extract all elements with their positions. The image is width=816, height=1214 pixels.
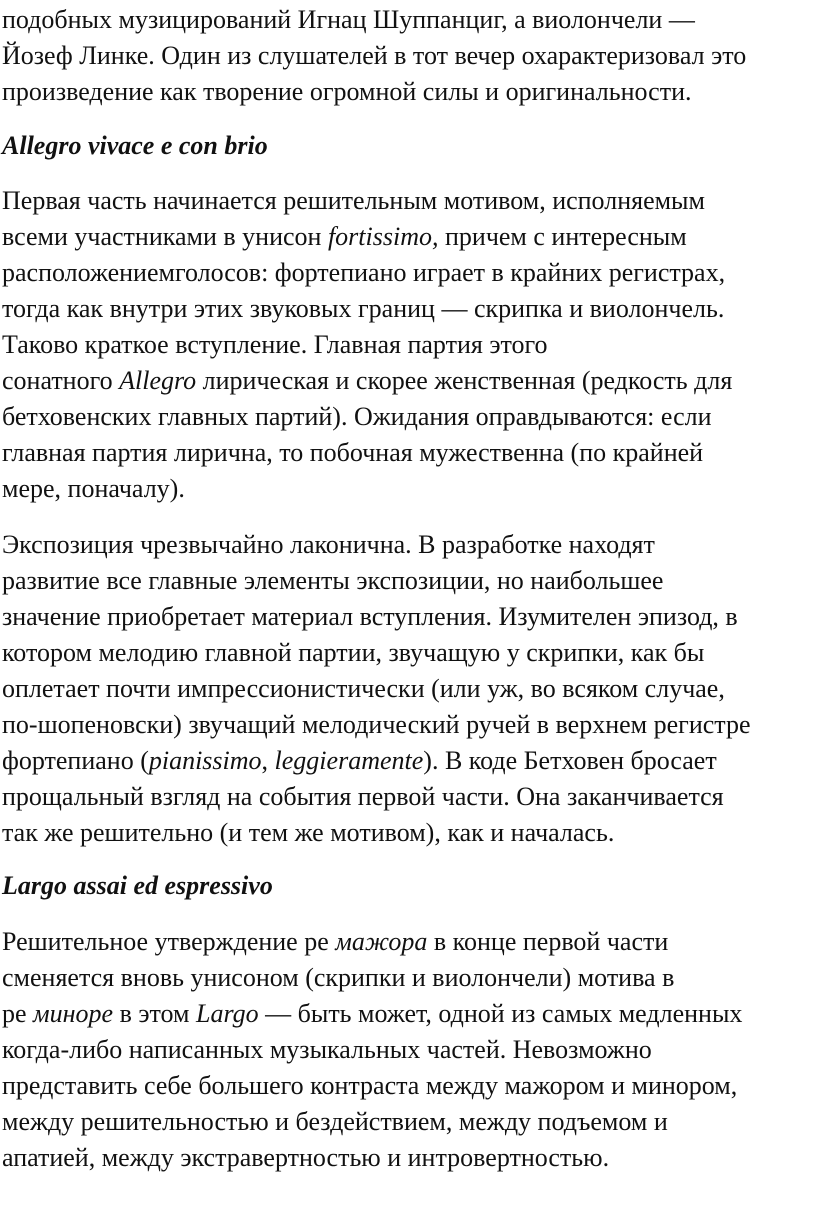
section-heading-allegro: Allegro vivace e con brio — [2, 131, 268, 160]
paragraph-4-line-4: когда-либо написанных музыкальных частей. Невозможно — [2, 1035, 652, 1064]
paragraph-3-line-2: развитие все главные элементы экспозиции, но наибольшее — [2, 566, 664, 595]
paragraph-2-line-1: Первая часть начинается решительным мотивом, исполняемым — [2, 186, 705, 215]
text-run: в конце первой части — [427, 927, 669, 956]
paragraph-2-line-8: главная партия лирична, то побочная мужественна (по крайней — [2, 438, 704, 467]
text-run: причем с интересным — [438, 222, 687, 251]
paragraph-1-line-3: произведение как творение огромной силы и оригинальности. — [2, 77, 692, 106]
text-run: лирическая и скорее женственная (редкость для — [196, 366, 733, 395]
paragraph-2-line-4: тогда как внутри этих звуковых границ — скрипка и виолончель. — [2, 294, 725, 323]
text-run: всеми участниками в унисон — [2, 222, 328, 251]
italic-term: pianissimo — [148, 746, 262, 775]
paragraph-3-line-1: Экспозиция чрезвычайно лаконична. В разработке находят — [2, 530, 655, 559]
paragraph-3-line-9: так же решительно (и тем же мотивом), как и началась. — [2, 818, 615, 847]
italic-term: Allegro — [119, 366, 197, 395]
paragraph-4-line-7: апатией, между экстравертностью и интровертностью. — [2, 1143, 610, 1172]
paragraph-4-line-5: представить себе большего контраста между мажором и минором, — [2, 1071, 738, 1100]
paragraph-4-line-1 — [2, 924, 668, 960]
paragraph-2-line-7: бетховенских главных партий). Ожидания оправдываются: если — [2, 402, 712, 431]
italic-term: fortissimo, — [327, 222, 439, 251]
italic-term: Largo — [196, 999, 259, 1028]
paragraph-4-line-6: между решительностью и бездействием, между подъемом и — [2, 1107, 668, 1136]
paragraph-2-line-3: расположениемголосов: фортепиано играет в крайних регистрах, — [2, 258, 726, 287]
paragraph-2-line-9: мере, поначалу). — [2, 474, 185, 503]
section-heading-largo: Largo assai ed espressivo — [2, 871, 273, 900]
paragraph-4-line-3 — [2, 996, 742, 1032]
text-run: ). В коде Бетховен бросает — [423, 746, 717, 775]
text-run: сонатного — [2, 366, 120, 395]
italic-term: leggieramente — [274, 746, 424, 775]
text-run: ре — [2, 999, 34, 1028]
paragraph-3-line-4: котором мелодию главной партии, звучащую у скрипки, как бы — [2, 638, 705, 667]
paragraph-1-line-2: Йозеф Линке. Один из слушателей в тот вечер охарактеризовал это — [2, 41, 747, 70]
paragraph-3-line-8: прощальный взгляд на события первой части. Она заканчивается — [2, 782, 724, 811]
paragraph-2-line-6 — [2, 363, 732, 399]
italic-term: мажора — [335, 927, 428, 956]
text-run: фортепиано ( — [2, 746, 149, 775]
paragraph-3-line-3: значение приобретает материал вступления. Изумителен эпизод, в — [2, 602, 738, 631]
paragraph-3-line-6: по-шопеновски) звучащий мелодический ручей в верхнем регистре — [2, 710, 751, 739]
paragraph-2-line-5: Таково краткое вступление. Главная партия этого — [2, 330, 548, 359]
text-run: — быть может, одной из самых медленных — [258, 999, 743, 1028]
paragraph-3-line-5: оплетает почти импрессионистически (или уж, во всяком случае, — [2, 674, 725, 703]
paragraph-4-line-2: сменяется вновь унисоном (скрипки и виолончели) мотива в — [2, 963, 675, 992]
paragraph-1-line-1: подобных музицирований Игнац Шуппанциг, а виолончели — — [2, 5, 695, 34]
text-run: в этом — [113, 999, 196, 1028]
italic-term: миноре — [33, 999, 114, 1028]
text-run: , — [261, 746, 275, 775]
text-run: Решительное утверждение ре — [2, 927, 336, 956]
paragraph-2-line-2 — [2, 219, 687, 255]
paragraph-3-line-7 — [2, 743, 717, 779]
